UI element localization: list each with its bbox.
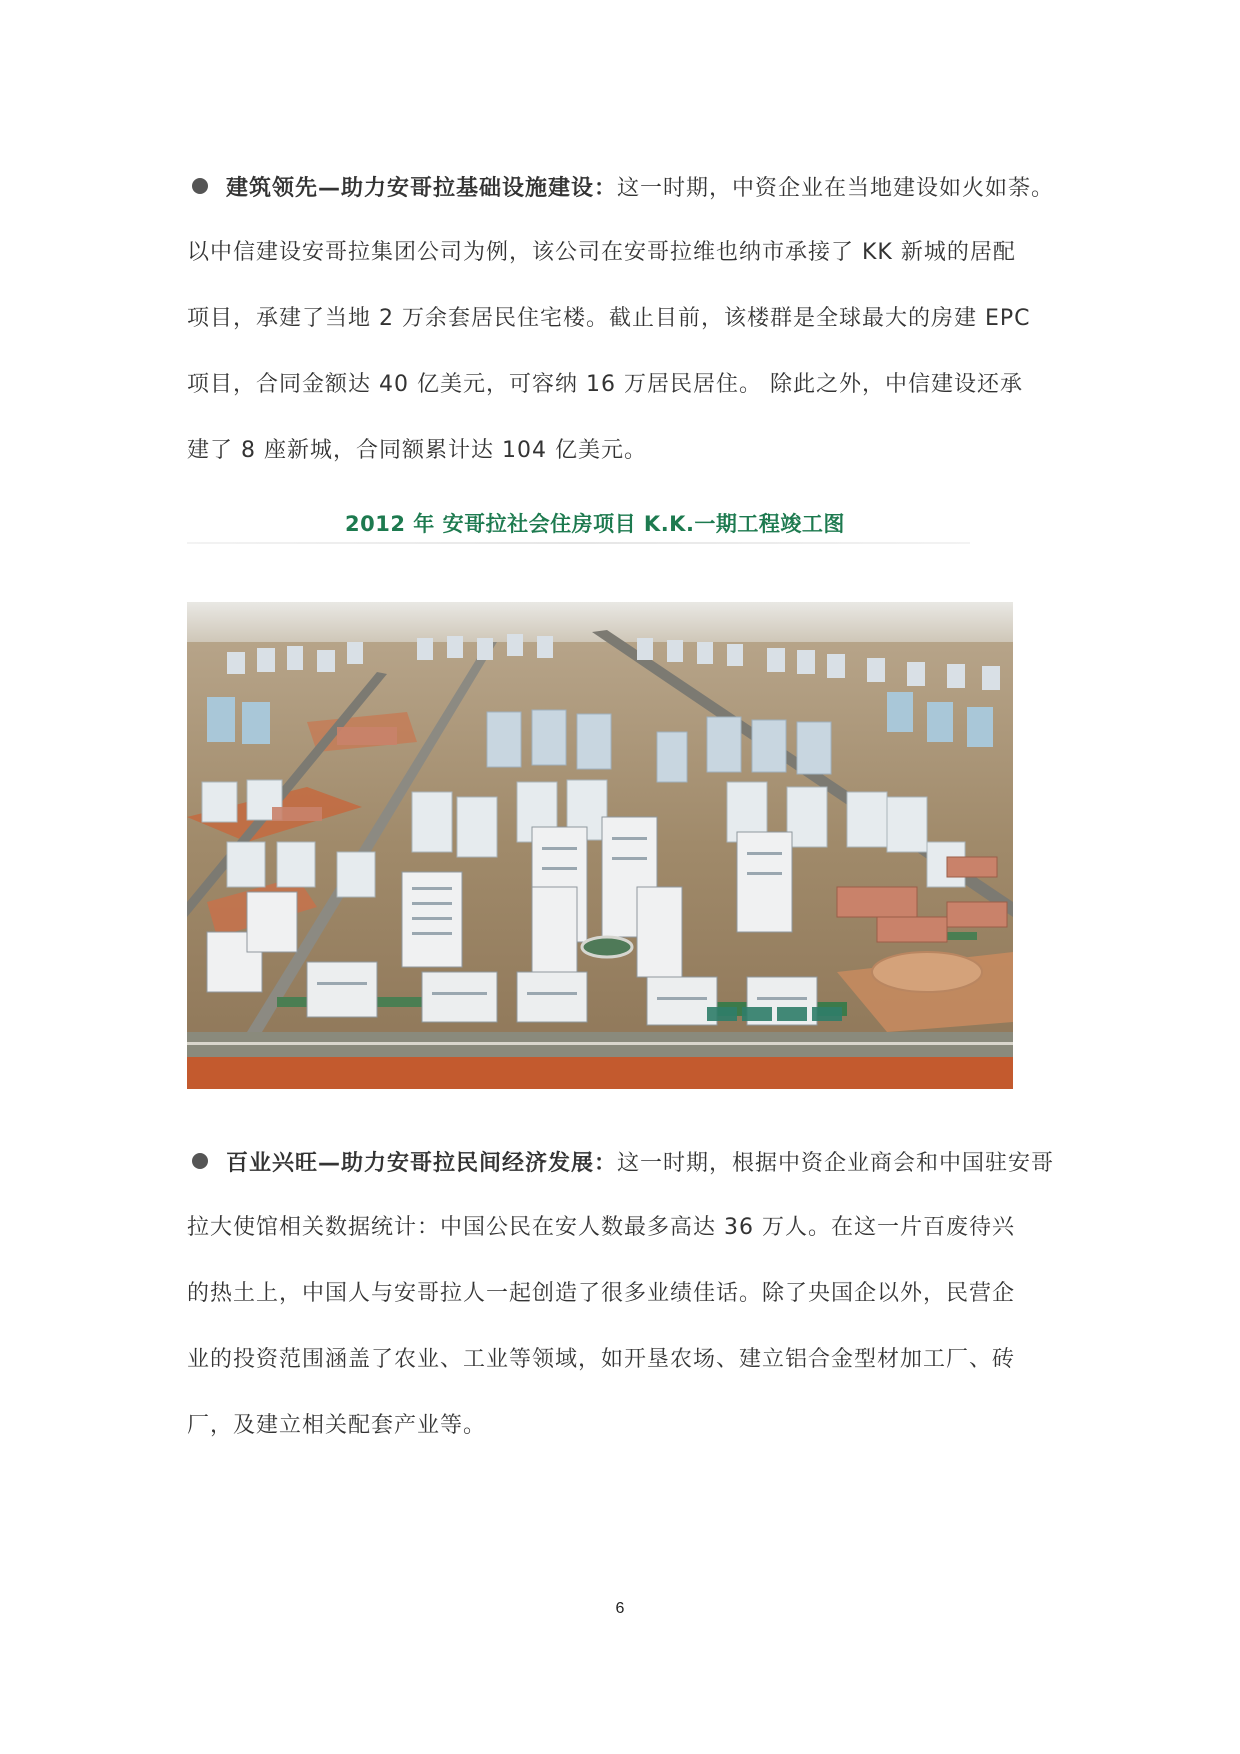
paragraph-line: 厂，及建立相关配套产业等。	[187, 1413, 487, 1438]
bullet-icon	[192, 1153, 208, 1169]
bullet-icon	[192, 178, 208, 194]
paragraph-line: 拉大使馆相关数据统计：中国公民在安人数最多高达 36 万人。在这一片百废待兴	[187, 1215, 1015, 1240]
caption-divider	[187, 542, 970, 544]
paragraph-text: 这一时期，根据中资企业商会和中国驻安哥	[617, 1151, 1055, 1176]
paragraph-line: 业的投资范围涵盖了农业、工业等领域，如开垦农场、建立铝合金型材加工厂、砖	[187, 1347, 1016, 1372]
section-heading: 建筑领先—助力安哥拉基础设施建设：	[226, 176, 618, 201]
section-construction	[187, 173, 1057, 501]
paragraph-line: 项目，合同金额达 40 亿美元，可容纳 16 万居民居住。 除此之外，中信建设还承	[187, 372, 1023, 397]
paragraph-line: 项目，承建了当地 2 万余套居民住宅楼。截止目前，该楼群是全球最大的房建 EPC	[187, 306, 1031, 331]
aerial-city-photo	[187, 602, 1013, 1089]
section-heading: 百业兴旺—助力安哥拉民间经济发展：	[226, 1151, 618, 1176]
paragraph-line: 建了 8 座新城，合同额累计达 104 亿美元。	[187, 438, 647, 463]
section-economy	[187, 1148, 1057, 1476]
paragraph-line: 以中信建设安哥拉集团公司为例，该公司在安哥拉维也纳市承接了 KK 新城的居配	[187, 240, 1016, 265]
figure-caption: 2012 年 安哥拉社会住房项目 K.K.一期工程竣工图	[345, 512, 845, 536]
paragraph-line: 的热土上，中国人与安哥拉人一起创造了很多业绩佳话。除了央国企以外，民营企	[187, 1281, 1016, 1306]
section-first-line	[187, 173, 1057, 205]
section-first-line	[187, 1148, 1057, 1180]
paragraph-text: 这一时期，中资企业在当地建设如火如荼。	[617, 176, 1055, 201]
page-number: 6	[615, 1600, 625, 1617]
